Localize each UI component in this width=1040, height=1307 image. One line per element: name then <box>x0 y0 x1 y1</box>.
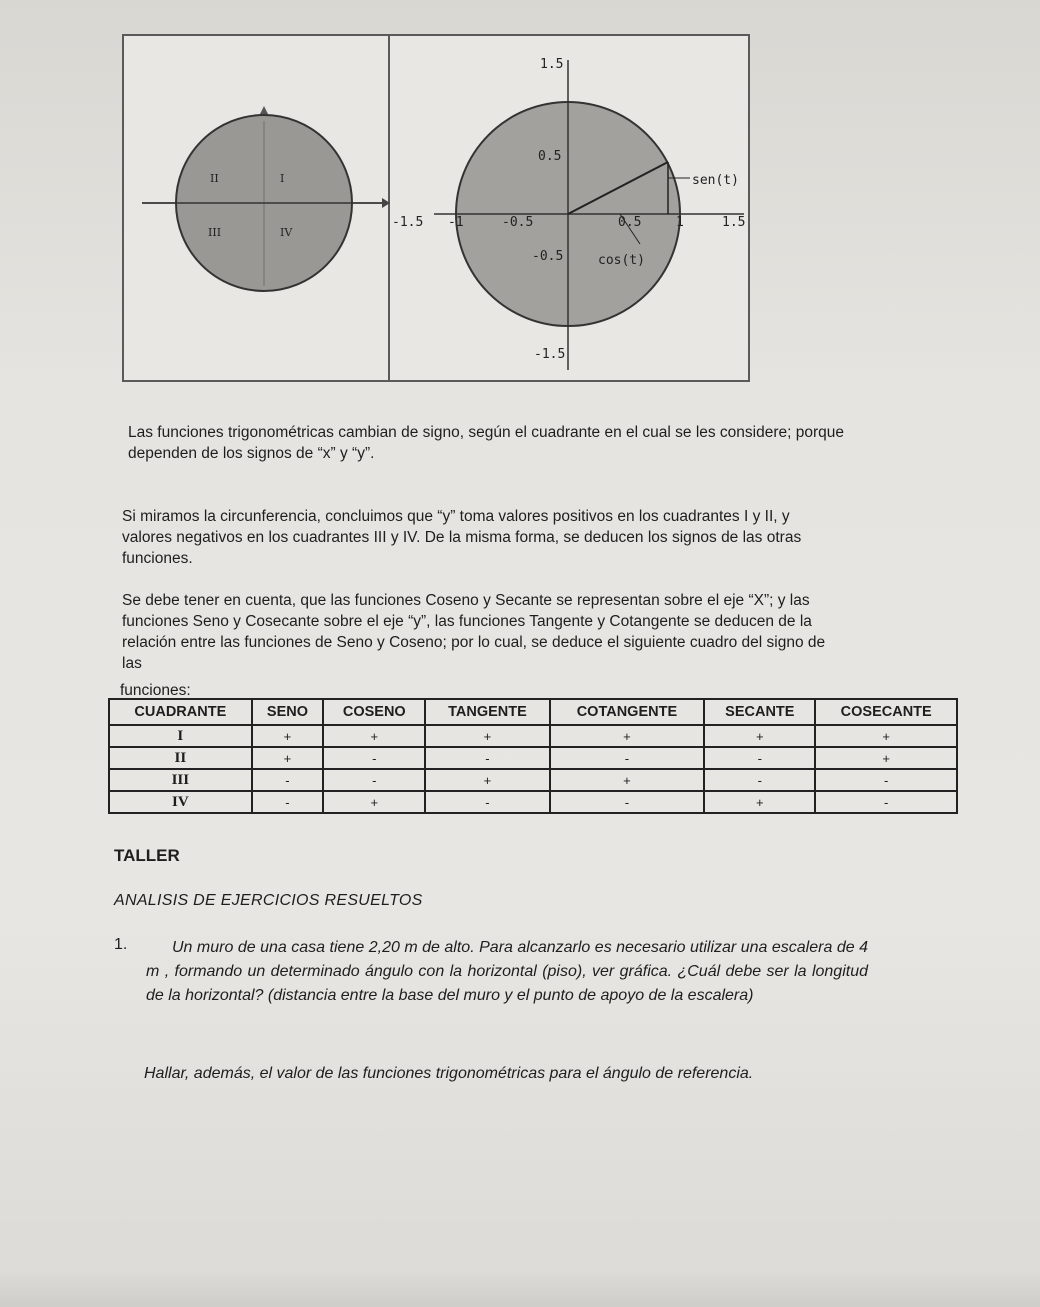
table-cell: I <box>109 725 252 747</box>
section-title-taller: TALLER <box>114 846 180 865</box>
table-cell: - <box>252 769 324 791</box>
table-cell: III <box>109 769 252 791</box>
table-cell: + <box>704 791 815 813</box>
x-tick-0-5: 0.5 <box>618 215 642 230</box>
header-seno: SENO <box>252 699 324 725</box>
exercise-extra <box>100 1062 870 1086</box>
table-intro-label: funciones: <box>120 682 191 699</box>
header-coseno: COSENO <box>323 699 425 725</box>
table-cell: + <box>704 725 815 747</box>
x-tick-neg-1: -1 <box>448 215 464 230</box>
table-row <box>109 791 957 813</box>
table-cell: - <box>815 769 957 791</box>
cos-label: cos(t) <box>598 253 645 268</box>
table-cell: + <box>550 769 705 791</box>
table-cell: - <box>252 791 324 813</box>
table-cell: + <box>252 747 324 769</box>
quadrant-label-iii: III <box>208 226 222 239</box>
table-cell: + <box>815 747 957 769</box>
table-cell: IV <box>109 791 252 813</box>
table-row <box>109 725 957 747</box>
table-cell: + <box>815 725 957 747</box>
x-tick-neg-0-5: -0.5 <box>502 215 534 230</box>
table-row <box>109 747 957 769</box>
sen-label: sen(t) <box>692 173 739 188</box>
table-cell: - <box>704 769 815 791</box>
table-cell: + <box>425 769 549 791</box>
exercise-text: Un muro de una casa tiene 2,20 m de alto. Para alcanzarlo es necesario utilizar una escalera de 4 m , formando un determinado ángulo con la horizontal (piso), ver gráfica. ¿Cuál debe ser la longitud de la horizontal? (distancia entre la base del muro y el punto de apoyo de la escalera) <box>146 939 868 1004</box>
section-subtitle-analisis: ANALISIS DE EJERCICIOS RESUELTOS <box>114 892 423 909</box>
header-cuadrante: CUADRANTE <box>109 699 252 725</box>
table-cell: - <box>425 791 549 813</box>
paragraph-circumference: Si miramos la circunferencia, concluimos que “y” toma valores positivos en los cuadrantes I y II, y valores negativos en los cuadrantes III y IV. De la misma forma, se deducen los signos de las otras funciones. <box>122 508 802 567</box>
table-cell: + <box>323 791 425 813</box>
x-axis-arrow <box>382 198 390 208</box>
paragraph-axis-relation: Se debe tener en cuenta, que las funciones Coseno y Secante se representan sobre el eje “X”; y las funciones Seno y Cosecante sobre el eje “y”, las funciones Tangente y Cotangente se deducen de la relación entre las funciones de Seno y Coseno; por lo cual, se deduce el siguiente cuadro del signo de las <box>122 592 826 672</box>
paragraph-sign-change: Las funciones trigonométricas cambian de signo, según el cuadrante en el cual se les considere; porque dependen de los signos de “x” y “y”. <box>128 424 845 462</box>
header-cotangente: COTANGENTE <box>550 699 705 725</box>
quadrant-label-ii: II <box>210 172 219 185</box>
header-tangente: TANGENTE <box>425 699 549 725</box>
table-row <box>109 769 957 791</box>
table-cell: + <box>323 725 425 747</box>
page-bottom-edge <box>0 1270 1040 1307</box>
unit-circle-plot <box>390 36 750 380</box>
table-cell: + <box>252 725 324 747</box>
exercise-number: 1. <box>114 936 128 953</box>
table-cell: - <box>550 791 705 813</box>
table-cell: - <box>550 747 705 769</box>
table-cell: - <box>815 791 957 813</box>
y-tick-neg-0-5: -0.5 <box>532 249 564 264</box>
sign-table <box>108 698 958 814</box>
table-cell: + <box>550 725 705 747</box>
table-cell: + <box>425 725 549 747</box>
y-tick-1-5: 1.5 <box>540 57 564 72</box>
exercise-extra-text: Hallar, además, el valor de las funciones trigonométricas para el ángulo de referencia. <box>144 1065 754 1082</box>
y-tick-0-5: 0.5 <box>538 149 562 164</box>
table-cell: II <box>109 747 252 769</box>
table-cell: - <box>704 747 815 769</box>
quadrant-diagram <box>124 36 394 380</box>
table-header-row <box>109 699 957 725</box>
table-cell: - <box>323 769 425 791</box>
table-cell: - <box>425 747 549 769</box>
quadrant-label-iv: IV <box>280 226 293 239</box>
x-tick-1: 1 <box>676 215 684 230</box>
table-cell: - <box>323 747 425 769</box>
x-tick-1-5: 1.5 <box>722 215 746 230</box>
header-cosecante: COSECANTE <box>815 699 957 725</box>
quadrant-label-i: I <box>280 172 285 185</box>
x-tick-neg-1-5: -1.5 <box>392 215 424 230</box>
exercise-statement <box>146 936 868 1008</box>
y-tick-neg-1-5: -1.5 <box>534 347 566 362</box>
header-secante: SECANTE <box>704 699 815 725</box>
